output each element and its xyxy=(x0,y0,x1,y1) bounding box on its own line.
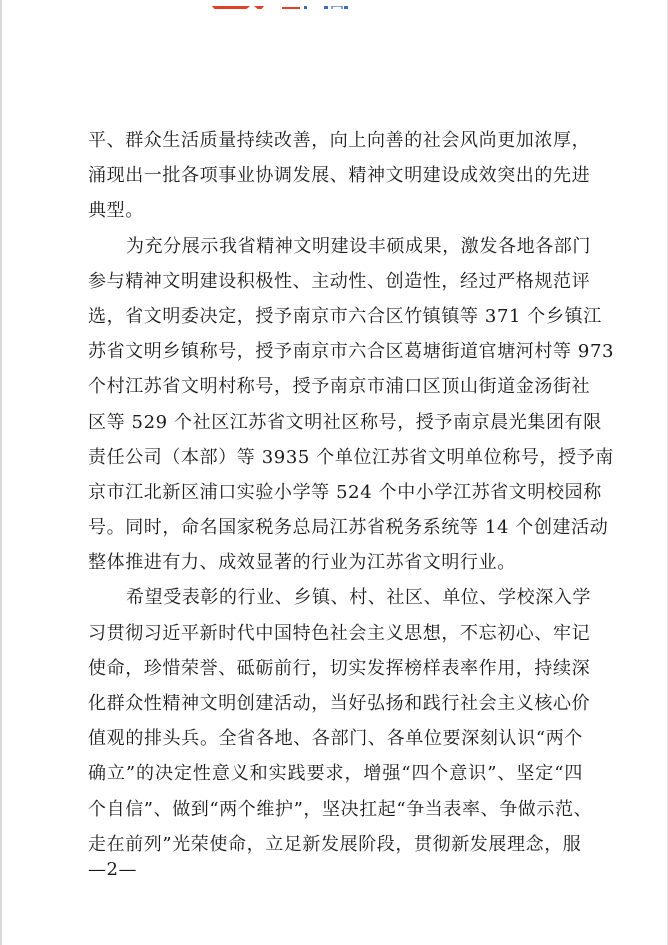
text-line: 区等 529 个社区江苏省文明社区称号，授予南京晨光集团有限 xyxy=(88,411,602,433)
text-line: 希望受表彰的行业、乡镇、村、社区、单位、学校深入学 xyxy=(126,587,591,609)
text-line: 个自信”、做到“两个维护”，坚决扛起“争当表率、争做示范、 xyxy=(88,798,593,820)
text-line: 习贯彻习近平新时代中国特色社会主义思想，不忘初心、牢记 xyxy=(88,622,591,644)
text-line: 值观的排头兵。全省各地、各部门、各单位要深刻认识“两个 xyxy=(88,728,583,750)
text-line: 使命，珍惜荣誉、砥砺前行，切实发挥榜样表率作用，持续深 xyxy=(88,657,591,679)
text-line: 参与精神文明建设积极性、主动性、创造性，经过严格规范评 xyxy=(88,270,591,292)
text-line: 确立”的决定性意义和实践要求，增强“四个意识”、坚定“四 xyxy=(88,763,583,785)
paragraph xyxy=(88,123,591,229)
text-line: 涌现出一批各项事业协调发展、精神文明建设成效突出的先进 xyxy=(88,165,591,187)
text-line: 责任公司（本部）等 3935 个单位江苏省文明单位称号，授予南 xyxy=(88,446,614,468)
paragraph xyxy=(88,229,615,581)
paragraph xyxy=(88,580,593,862)
text-line: 整体推进有力、成效显著的行业为江苏省文明行业。 xyxy=(88,552,516,574)
text-line: 号。同时，命名国家税务总局江苏省税务系统等 14 个创建活动 xyxy=(88,517,609,539)
text-line: 走在前列”光荣使命，立足新发展阶段，贯彻新发展理念，服 xyxy=(88,833,582,855)
document-body xyxy=(88,123,615,862)
page-number: —2— xyxy=(88,859,137,880)
text-line: 个村江苏省文明村称号，授予南京市浦口区顶山街道金汤街社 xyxy=(88,376,591,398)
seal-stamp-fragment xyxy=(212,0,350,9)
seal-stamp-graphic xyxy=(212,6,350,9)
text-line: 京市江北新区浦口实验小学等 524 个中小学江苏省文明校园称 xyxy=(88,481,602,503)
text-line: 为充分展示我省精神文明建设丰硕成果，激发各地各部门 xyxy=(126,235,591,257)
page-edge-left xyxy=(0,0,2,945)
text-line: 典型。 xyxy=(88,200,144,222)
text-line: 化群众性精神文明创建活动，当好弘扬和践行社会主义核心价 xyxy=(88,693,591,714)
text-line: 苏省文明乡镇称号，授予南京市六合区葛塘街道官塘河村等 973 xyxy=(88,341,615,363)
text-line: 平、群众生活质量持续改善，向上向善的社会风尚更加浓厚， xyxy=(88,130,591,151)
text-line: 选，省文明委决定，授予南京市六合区竹镇镇等 371 个乡镇江 xyxy=(88,305,602,327)
